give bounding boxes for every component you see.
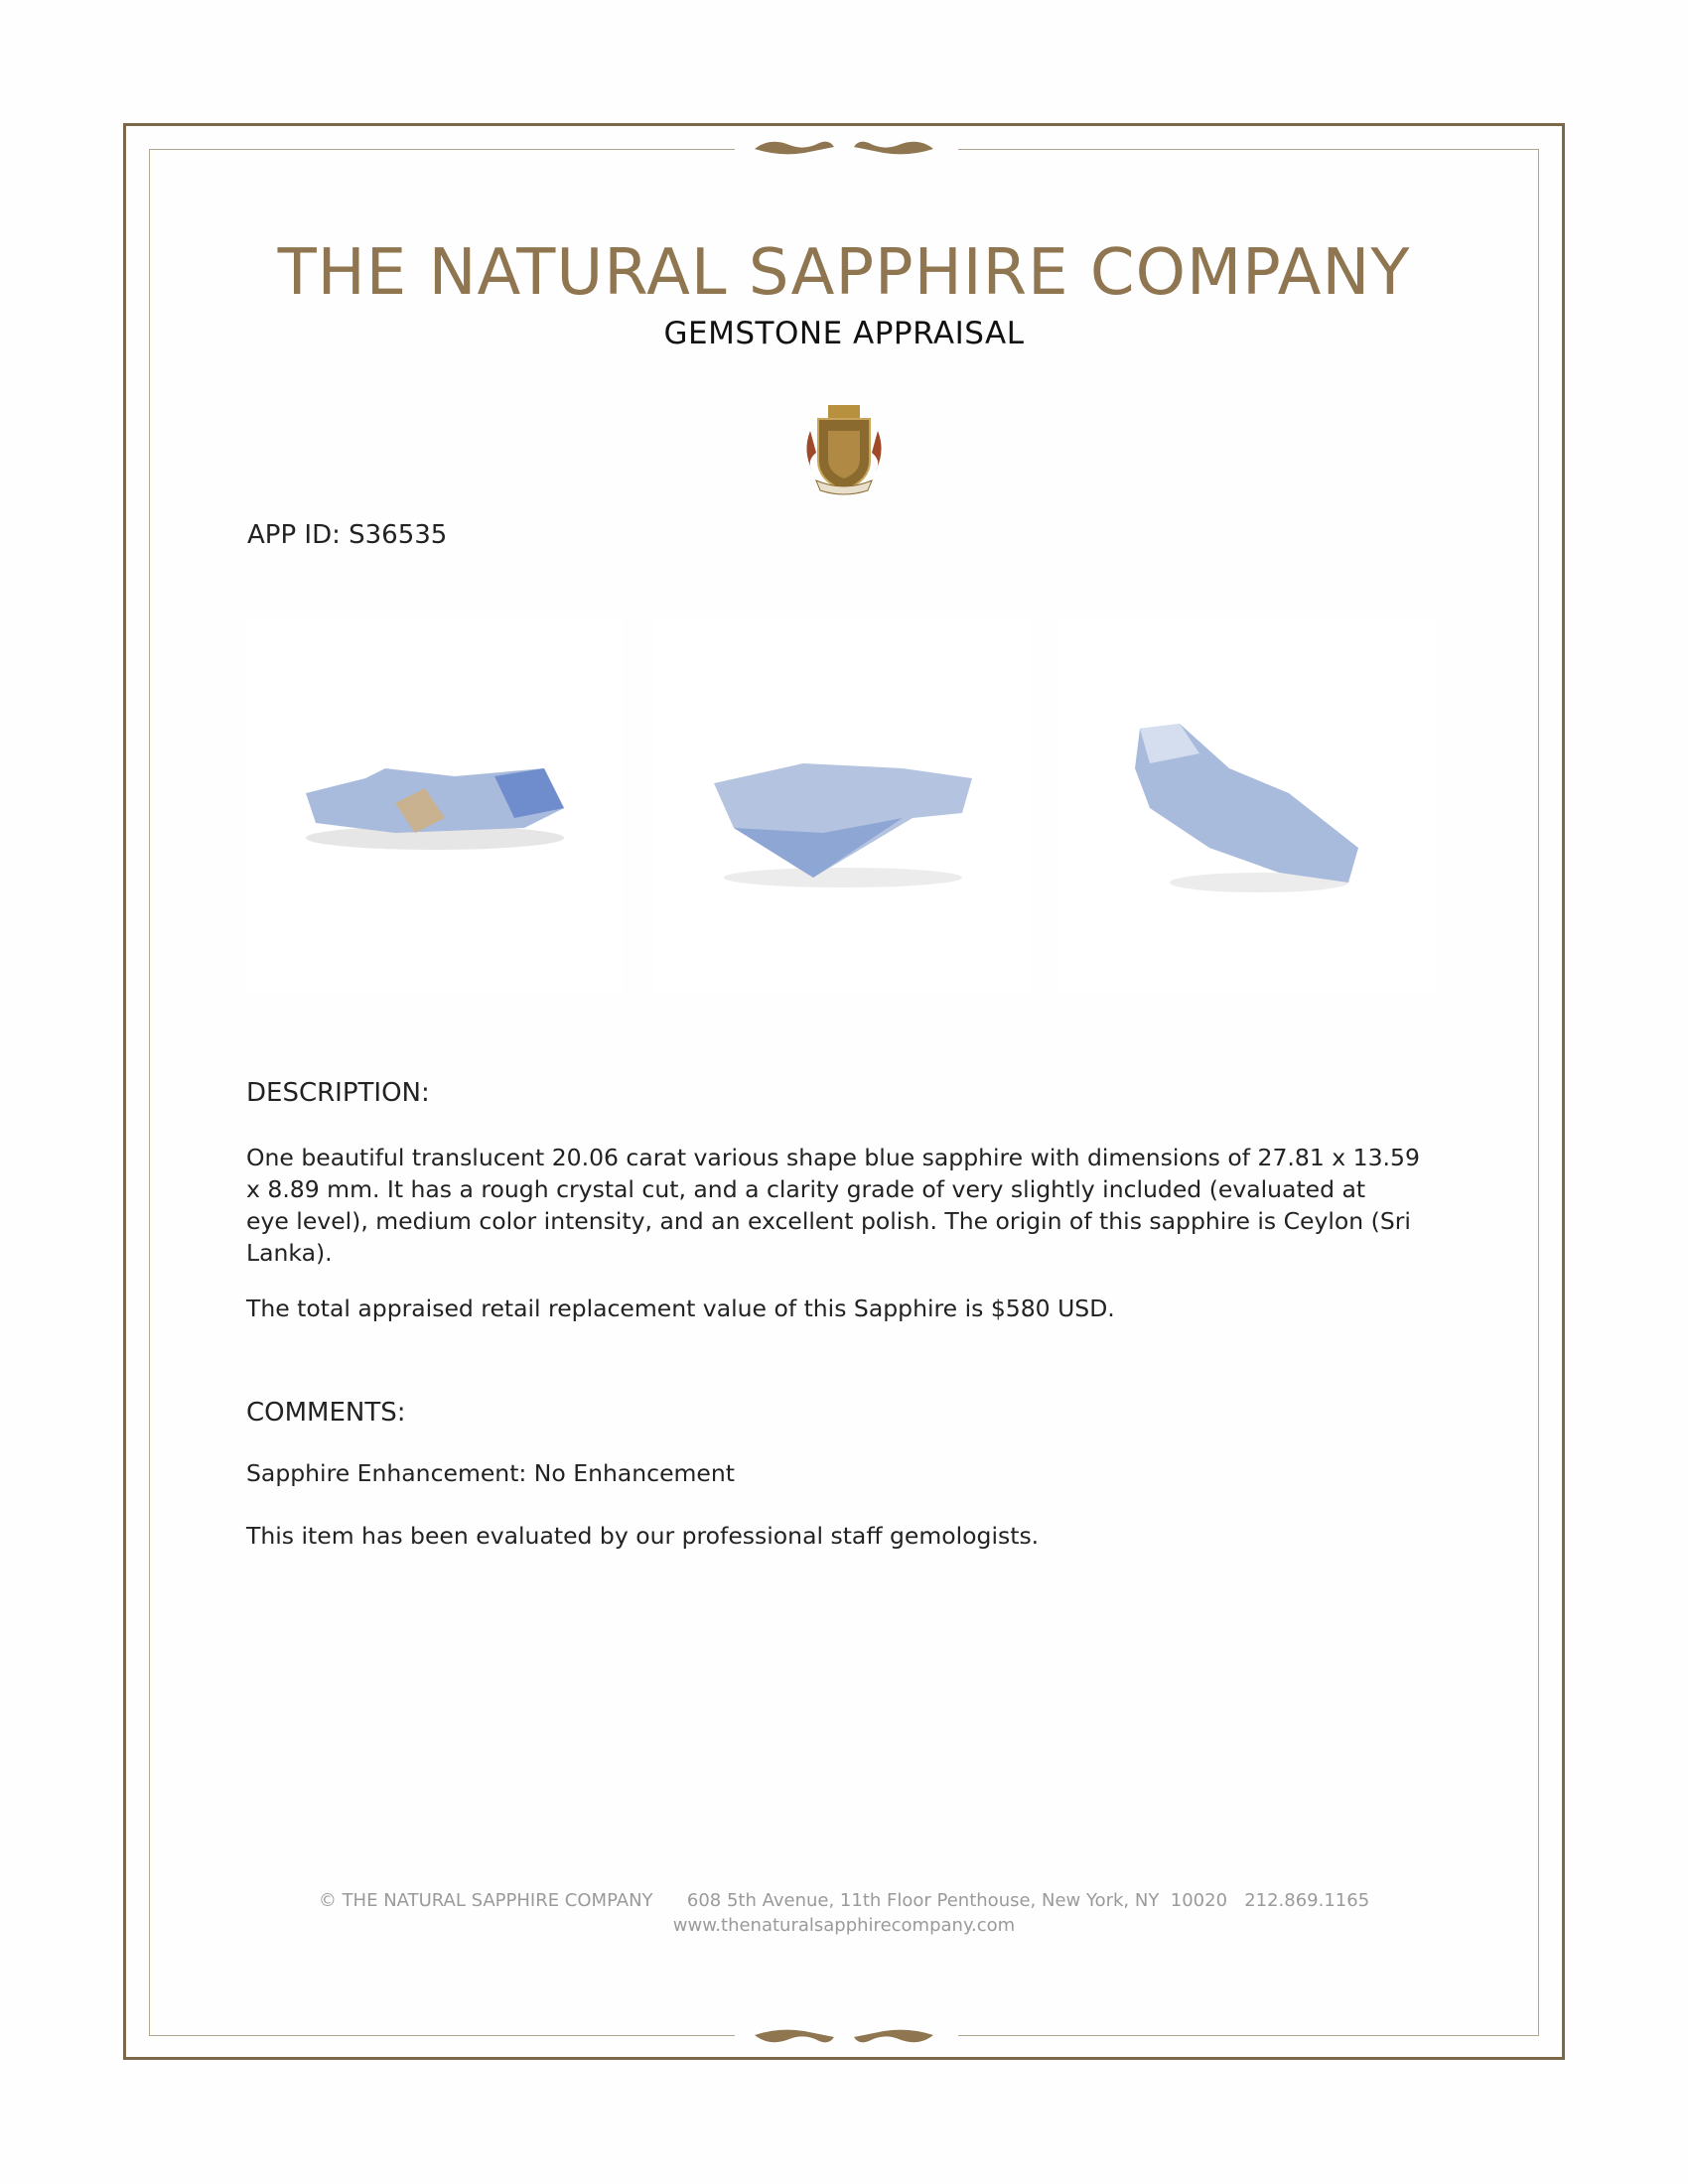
sapphire-photo-3	[1060, 619, 1436, 995]
company-crest-logo	[802, 401, 886, 496]
top-ornament-icon	[750, 135, 938, 159]
comments-heading: COMMENTS:	[246, 1398, 406, 1428]
footer-address: © THE NATURAL SAPPHIRE COMPANY 608 5th Avenue, 11th Floor Penthouse, New York, NY 10020 212.869.1165	[318, 1890, 1370, 1911]
bottom-ornament-icon	[750, 2025, 938, 2049]
sapphire-photo-1	[246, 619, 622, 995]
description-line: eye level), medium color intensity, and an excellent polish. The origin of this sapphire is Ceylon (Sri	[246, 1207, 1411, 1235]
enhancement-comment: Sapphire Enhancement: No Enhancement	[246, 1459, 735, 1487]
app-id: APP ID: S36535	[247, 520, 448, 550]
inner-border-right	[1538, 149, 1539, 2035]
inner-border-bottom-right	[958, 2035, 1539, 2036]
footer-website[interactable]: www.thenaturalsapphirecompany.com	[672, 1915, 1016, 1936]
inner-border-top-right	[958, 149, 1539, 150]
sapphire-photo-2	[654, 619, 1030, 995]
evaluation-comment: This item has been evaluated by our professional staff gemologists.	[246, 1522, 1040, 1550]
inner-border-left	[149, 149, 150, 2035]
company-title: THE NATURAL SAPPHIRE COMPANY	[277, 236, 1411, 310]
description-line: Lanka).	[246, 1239, 333, 1267]
document-subtitle: GEMSTONE APPRAISAL	[663, 316, 1025, 351]
description-heading: DESCRIPTION:	[246, 1078, 430, 1108]
description-line: One beautiful translucent 20.06 carat various shape blue sapphire with dimensions of 27.81 x 13.59	[246, 1144, 1420, 1171]
inner-border-top-left	[149, 149, 735, 150]
inner-border-bottom-left	[149, 2035, 735, 2036]
appraised-value: The total appraised retail replacement value of this Sapphire is $580 USD.	[246, 1295, 1115, 1322]
description-line: x 8.89 mm. It has a rough crystal cut, and a clarity grade of very slightly included (evaluated at	[246, 1175, 1366, 1203]
